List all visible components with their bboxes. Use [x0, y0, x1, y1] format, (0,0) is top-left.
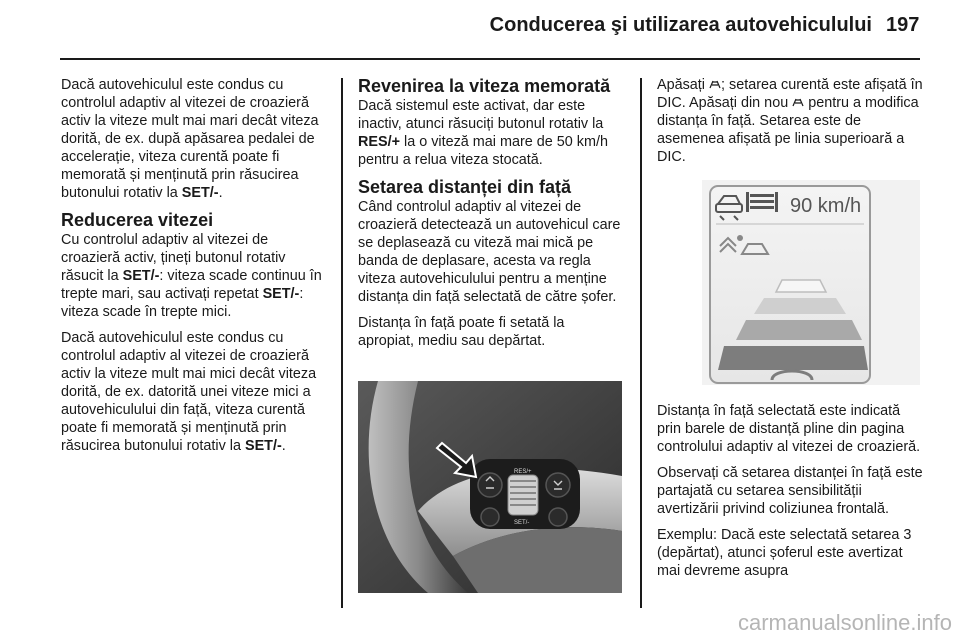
paragraph: Dacă autovehiculul este condus cu controlul adaptiv al vitezei de croazieră activ la viteze mult mai mari decât viteza dorită, de ex. după apăsarea pedalei de accelerație, viteza curentă poate fi memorată și menținută prin răsucirea butonului rotativ la SET/-.	[61, 77, 319, 201]
heading-resume-speed: Revenirea la viteza memorată	[358, 76, 611, 96]
heading-set-distance: Setarea distanței din față	[358, 177, 572, 197]
page-header-title: Conducerea şi utilizarea autovehiculului	[489, 14, 872, 36]
paragraph: Distanța în față poate fi setată la apropiat, mediu sau depărtat.	[358, 315, 565, 349]
following-distance-bars-icon	[746, 192, 778, 212]
steering-wheel-illustration	[358, 381, 622, 593]
column-1	[61, 76, 331, 463]
set-label: SET/-	[514, 520, 530, 526]
steering-wheel-figure	[358, 381, 622, 593]
paragraph: Dacă sistemul este activat, dar este inactiv, atunci răsuciți butonul rotativ la RES/+ la o viteză mai mare de 50 km/h pentru a relua viteza stocată.	[358, 98, 608, 168]
distance-bar-1	[776, 280, 826, 292]
page-number: 197	[886, 14, 920, 36]
distance-button-icon	[792, 96, 804, 108]
heading-reduce-speed: Reducerea vitezei	[61, 210, 214, 230]
paragraph: Observați că setarea distanței în față este partajată cu setarea sensibilității avertizării privind coliziunea frontală.	[657, 465, 923, 517]
paragraph: Cu controlul adaptiv al vitezei de croazieră activ, țineți butonul rotativ răsucit la SET/-: viteza scade continuu în trepte mari, sau activați repetat SET/-: viteza scade în trepte mici.	[61, 232, 322, 320]
dic-display-figure	[702, 180, 920, 385]
paragraph: Exemplu: Dacă este selectată setarea 3 (depărtat), atunci șoferul este avertizat mai devreme asupra	[657, 527, 912, 579]
paragraph: Distanța în față selectată este indicată prin barele de distanță pline din pagina controlului adaptiv al vitezei de croazieră.	[657, 403, 921, 455]
watermark: carmanualsonline.info	[737, 610, 952, 635]
header-rule	[60, 58, 920, 60]
paragraph: Apăsați ; setarea curentă este afișată în DIC. Apăsați din nou pentru a modifica distanța în față. Setarea este de asemenea afișată pe linia superioară a DIC.	[657, 77, 923, 165]
paragraph: Dacă autovehiculul este condus cu controlul adaptiv al vitezei de croazieră activ la viteze mult mai mici decât viteza dorită, de ex. datorită unei viteze mici a autovehiculului din față, viteza curentă poate fi memorată și menținută prin răsucirea butonului rotativ la SET/-.	[61, 330, 317, 454]
distance-bar-2	[754, 298, 846, 314]
column-3	[657, 76, 923, 174]
paragraph: Când controlul adaptiv al vitezei de croazieră detectează un autovehicul care se deplasează cu viteză mai mică pe banda de deplasare, acesta va regla viteza autovehiculului pentru a menține distanța din față selectată de către șofer.	[358, 199, 621, 305]
column-divider-right	[640, 78, 642, 608]
distance-bar-3	[736, 320, 862, 340]
column-3-lower	[657, 402, 923, 588]
res-label: RES/+	[514, 469, 532, 475]
distance-bar-4	[718, 346, 868, 370]
distance-button-icon	[709, 78, 721, 90]
dic-display-illustration	[702, 180, 920, 385]
column-2	[358, 76, 624, 358]
column-divider-left	[341, 78, 343, 608]
dic-speed-readout: 90 km/h	[790, 195, 862, 217]
